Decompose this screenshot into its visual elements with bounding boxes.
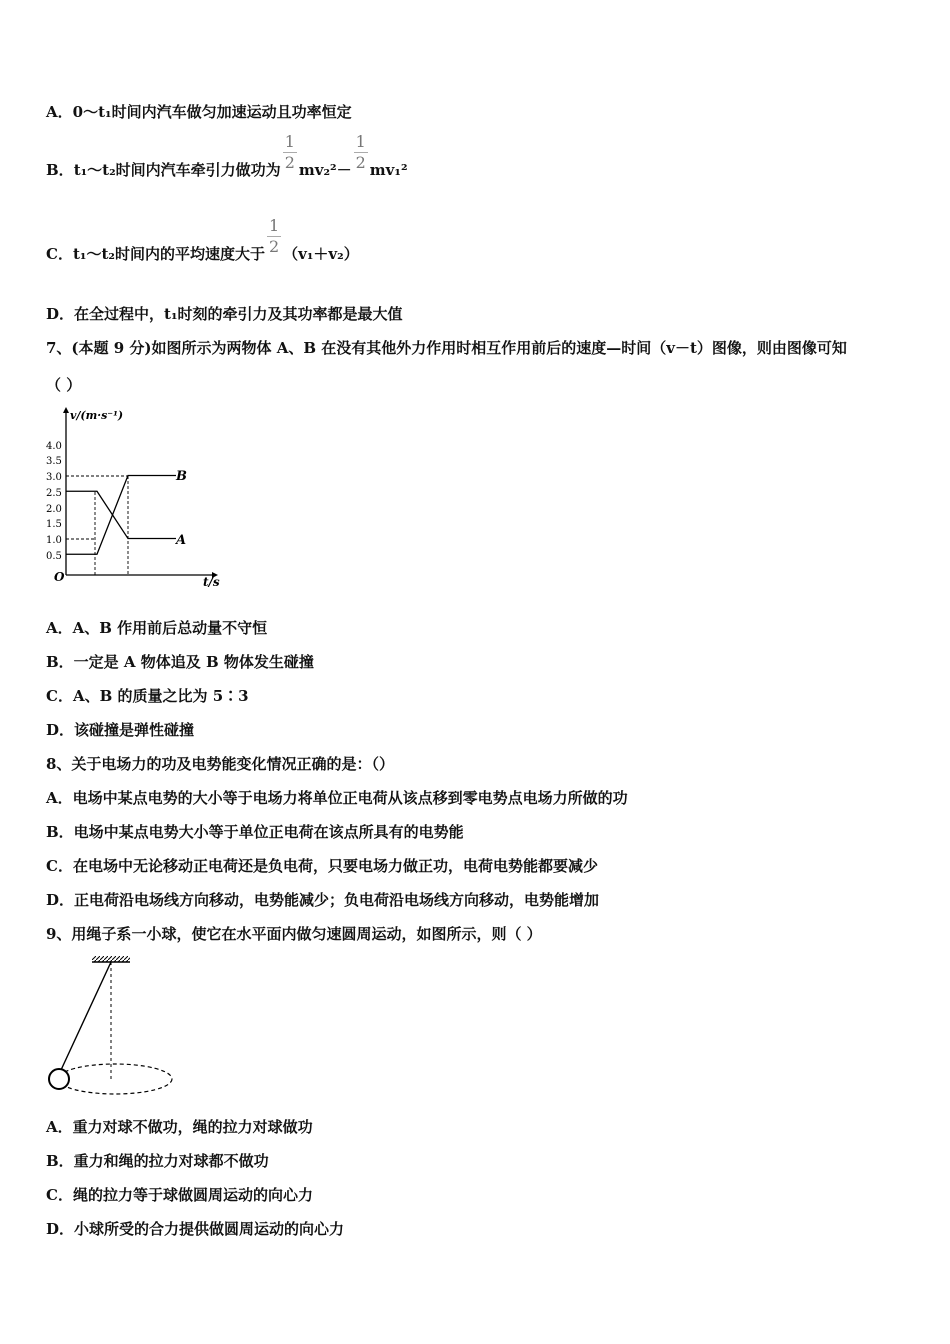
series-b-line xyxy=(66,476,176,555)
q9-option-a: A．重力对球不做功，绳的拉力对球做功 xyxy=(46,1118,313,1136)
q9-option-d: D．小球所受的合力提供做圆周运动的向心力 xyxy=(46,1220,345,1238)
y-axis-arrow xyxy=(63,407,69,413)
y-tick-label: 3.5 xyxy=(46,456,62,467)
q7-stem-paren: （ ） xyxy=(46,376,82,394)
q9-option-b: B．重力和绳的拉力对球都不做功 xyxy=(46,1152,269,1170)
pendulum-diagram xyxy=(40,952,180,1102)
y-tick-label: 1.0 xyxy=(46,535,62,546)
ball xyxy=(49,1069,69,1089)
series-a-label: A xyxy=(176,533,187,548)
y-tick-label: 2.5 xyxy=(46,488,62,499)
origin-label: O xyxy=(54,570,65,584)
q7-stem: 7、(本题 9 分)如图所示为两物体 A、B 在没有其他外力作用时相互作用前后的速度—时间（v－t）图像，则由图像可知 xyxy=(46,339,847,357)
q8-stem: 8、关于电场力的功及电势能变化情况正确的是：（） xyxy=(46,755,394,773)
q8-option-c: C．在电场中无论移动正电荷还是负电荷，只要电场力做正功，电荷电势能都要减少 xyxy=(46,857,598,875)
q6-option-b: B．t₁～t₂时间内汽车牵引力做功为 $\frac{1}{2}$ mv₂²－ $\frac{1}{2}$ mv₁² xyxy=(46,131,408,179)
q6-option-c: C．t₁～t₂时间内的平均速度大于 $\frac{1}{2}$ （v₁＋v₂） xyxy=(46,215,359,263)
series-b-label: B xyxy=(176,469,187,484)
q7-option-b: B．一定是 A 物体追及 B 物体发生碰撞 xyxy=(46,653,314,671)
fraction-half: $\frac{1}{2}$ xyxy=(355,131,366,172)
q8-option-b: B．电场中某点电势大小等于单位正电荷在该点所具有的电势能 xyxy=(46,823,464,841)
q7-option-d: D．该碰撞是弹性碰撞 xyxy=(46,721,195,739)
y-ticks xyxy=(46,441,62,562)
x-axis-label: t/s xyxy=(203,575,220,589)
q7-option-a: A．A、B 作用前后总动量不守恒 xyxy=(46,619,268,637)
y-tick-label: 4.0 xyxy=(46,441,62,452)
q7-option-c: C．A、B 的质量之比为 5∶3 xyxy=(46,687,249,705)
y-tick-label: 3.0 xyxy=(46,472,62,483)
q9-option-c: C．绳的拉力等于球做圆周运动的向心力 xyxy=(46,1186,313,1204)
ceiling-hatch xyxy=(92,956,130,962)
y-tick-label: 1.5 xyxy=(46,519,62,530)
orbit-dashed xyxy=(58,1064,172,1094)
vt-chart xyxy=(40,405,240,590)
q9-stem: 9、用绳子系一小球，使它在水平面内做匀速圆周运动，如图所示，则（ ） xyxy=(46,925,542,943)
y-axis-label: v/(m·s⁻¹) xyxy=(70,409,124,422)
y-tick-label: 2.0 xyxy=(46,504,62,515)
string xyxy=(61,962,111,1070)
fraction-half: $\frac{1}{2}$ xyxy=(268,215,280,256)
q6-option-d: D．在全过程中，t₁时刻的牵引力及其功率都是最大值 xyxy=(46,305,403,323)
y-tick-label: 0.5 xyxy=(46,551,62,562)
q8-option-d: D．正电荷沿电场线方向移动，电势能减少；负电荷沿电场线方向移动，电势能增加 xyxy=(46,891,600,909)
q8-option-a: A．电场中某点电势的大小等于电场力将单位正电荷从该点移到零电势点电场力所做的功 xyxy=(46,789,628,807)
series-a-line xyxy=(66,491,176,538)
fraction-half: $\frac{1}{2}$ xyxy=(284,131,295,172)
q6-option-a: A．0～t₁时间内汽车做匀加速运动且功率恒定 xyxy=(46,103,352,121)
